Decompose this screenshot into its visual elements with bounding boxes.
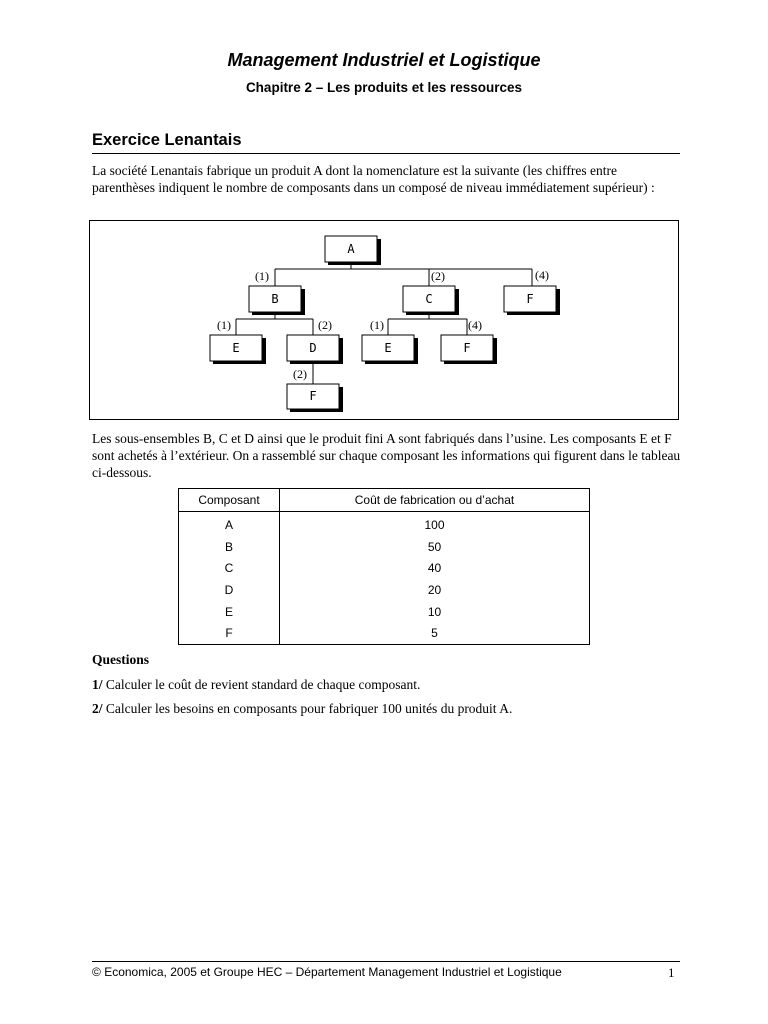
question-number: 2/ bbox=[92, 701, 103, 716]
table-cell: F bbox=[179, 622, 280, 644]
bom-node-d bbox=[287, 335, 343, 364]
table-row bbox=[179, 579, 590, 601]
page-title: Management Industriel et Logistique bbox=[227, 50, 541, 70]
bom-node-label: E bbox=[384, 341, 392, 355]
bom-qty-c: (2) bbox=[431, 269, 445, 283]
table-cell: 50 bbox=[427, 539, 442, 554]
table-row bbox=[179, 557, 590, 579]
heading-rule bbox=[92, 153, 680, 154]
bom-node-b bbox=[249, 286, 305, 315]
bom-node-label: E bbox=[232, 341, 240, 355]
description-paragraph: Les sous-ensembles B, C et D ainsi que le produit fini A sont fabriqués dans l’usine. Les composants E et F sont achetés à l’extérieur. On a rassemblé sur chaque composant les informations qui figurent dans le tableau ci-dessous. bbox=[92, 431, 681, 480]
bom-node-label: B bbox=[271, 292, 279, 306]
bom-qty-f: (4) bbox=[535, 268, 549, 282]
page-number: 1 bbox=[668, 965, 675, 980]
footer-rule bbox=[92, 961, 680, 962]
bom-node-label: D bbox=[309, 341, 317, 355]
question-text: Calculer les besoins en composants pour fabriquer 100 unités du produit A. bbox=[102, 701, 513, 716]
questions-heading: Questions bbox=[92, 652, 150, 667]
table-cell: 100 bbox=[424, 517, 445, 532]
table-header: Composant bbox=[179, 489, 280, 512]
question-1 bbox=[92, 677, 420, 693]
table-row bbox=[179, 536, 590, 558]
footer-text bbox=[92, 965, 562, 979]
bom-node-label: F bbox=[463, 341, 471, 355]
table-cell: A bbox=[179, 512, 280, 536]
bom-node-a bbox=[325, 236, 381, 265]
bom-node-e bbox=[362, 335, 418, 364]
bom-node-f bbox=[504, 286, 560, 315]
table-cell: D bbox=[179, 579, 280, 601]
intro-paragraph: La société Lenantais fabrique un produit A dont la nomenclature est la suivante (les chiffres entre parenthèses indiquent le nombre de composants dans un composé de niveau immédiatement supérieur) : bbox=[92, 163, 655, 195]
question-number: 1/ bbox=[92, 677, 103, 692]
table-cell: B bbox=[179, 536, 280, 558]
bom-qty-e: (1) bbox=[370, 318, 384, 332]
bom-node-c bbox=[403, 286, 459, 315]
bom-diagram bbox=[90, 221, 678, 419]
table-row bbox=[179, 622, 590, 644]
table-header: Coût de fabrication ou d’achat bbox=[280, 489, 590, 512]
table-cell: 40 bbox=[427, 561, 442, 576]
bom-node-label: F bbox=[309, 389, 317, 403]
bom-node-f bbox=[441, 335, 497, 364]
bom-qty-b: (1) bbox=[255, 269, 269, 283]
bom-qty-f: (2) bbox=[293, 367, 307, 381]
bom-qty-f: (4) bbox=[468, 318, 482, 332]
question-text: Calculer le coût de revient standard de chaque composant. bbox=[102, 677, 421, 692]
bom-diagram-frame bbox=[89, 220, 679, 420]
cost-table bbox=[178, 488, 590, 645]
table-cell: C bbox=[179, 557, 280, 579]
question-2 bbox=[92, 701, 512, 717]
bom-node-label: A bbox=[347, 242, 355, 256]
bom-qty-d: (2) bbox=[318, 318, 332, 332]
table-header-row bbox=[179, 489, 590, 512]
table-cell: 20 bbox=[427, 582, 442, 597]
table-cell: 10 bbox=[427, 604, 442, 619]
bom-qty-e: (1) bbox=[217, 318, 231, 332]
exercise-heading: Exercice Lenantais bbox=[92, 131, 242, 149]
table-cell: 5 bbox=[431, 626, 438, 641]
footer-copyright: Economica, 2005 et Groupe HEC – Département Management Industriel et Logistique bbox=[104, 965, 562, 979]
copyright-icon: © bbox=[92, 965, 101, 979]
bom-node-label: F bbox=[526, 292, 534, 306]
table-row bbox=[179, 512, 590, 536]
bom-node-label: C bbox=[425, 292, 433, 306]
bom-node-f bbox=[287, 384, 343, 412]
bom-node-e bbox=[210, 335, 266, 364]
chapter-subtitle: Chapitre 2 – Les produits et les ressources bbox=[245, 80, 523, 95]
table-row bbox=[179, 601, 590, 623]
table-cell: E bbox=[179, 601, 280, 623]
